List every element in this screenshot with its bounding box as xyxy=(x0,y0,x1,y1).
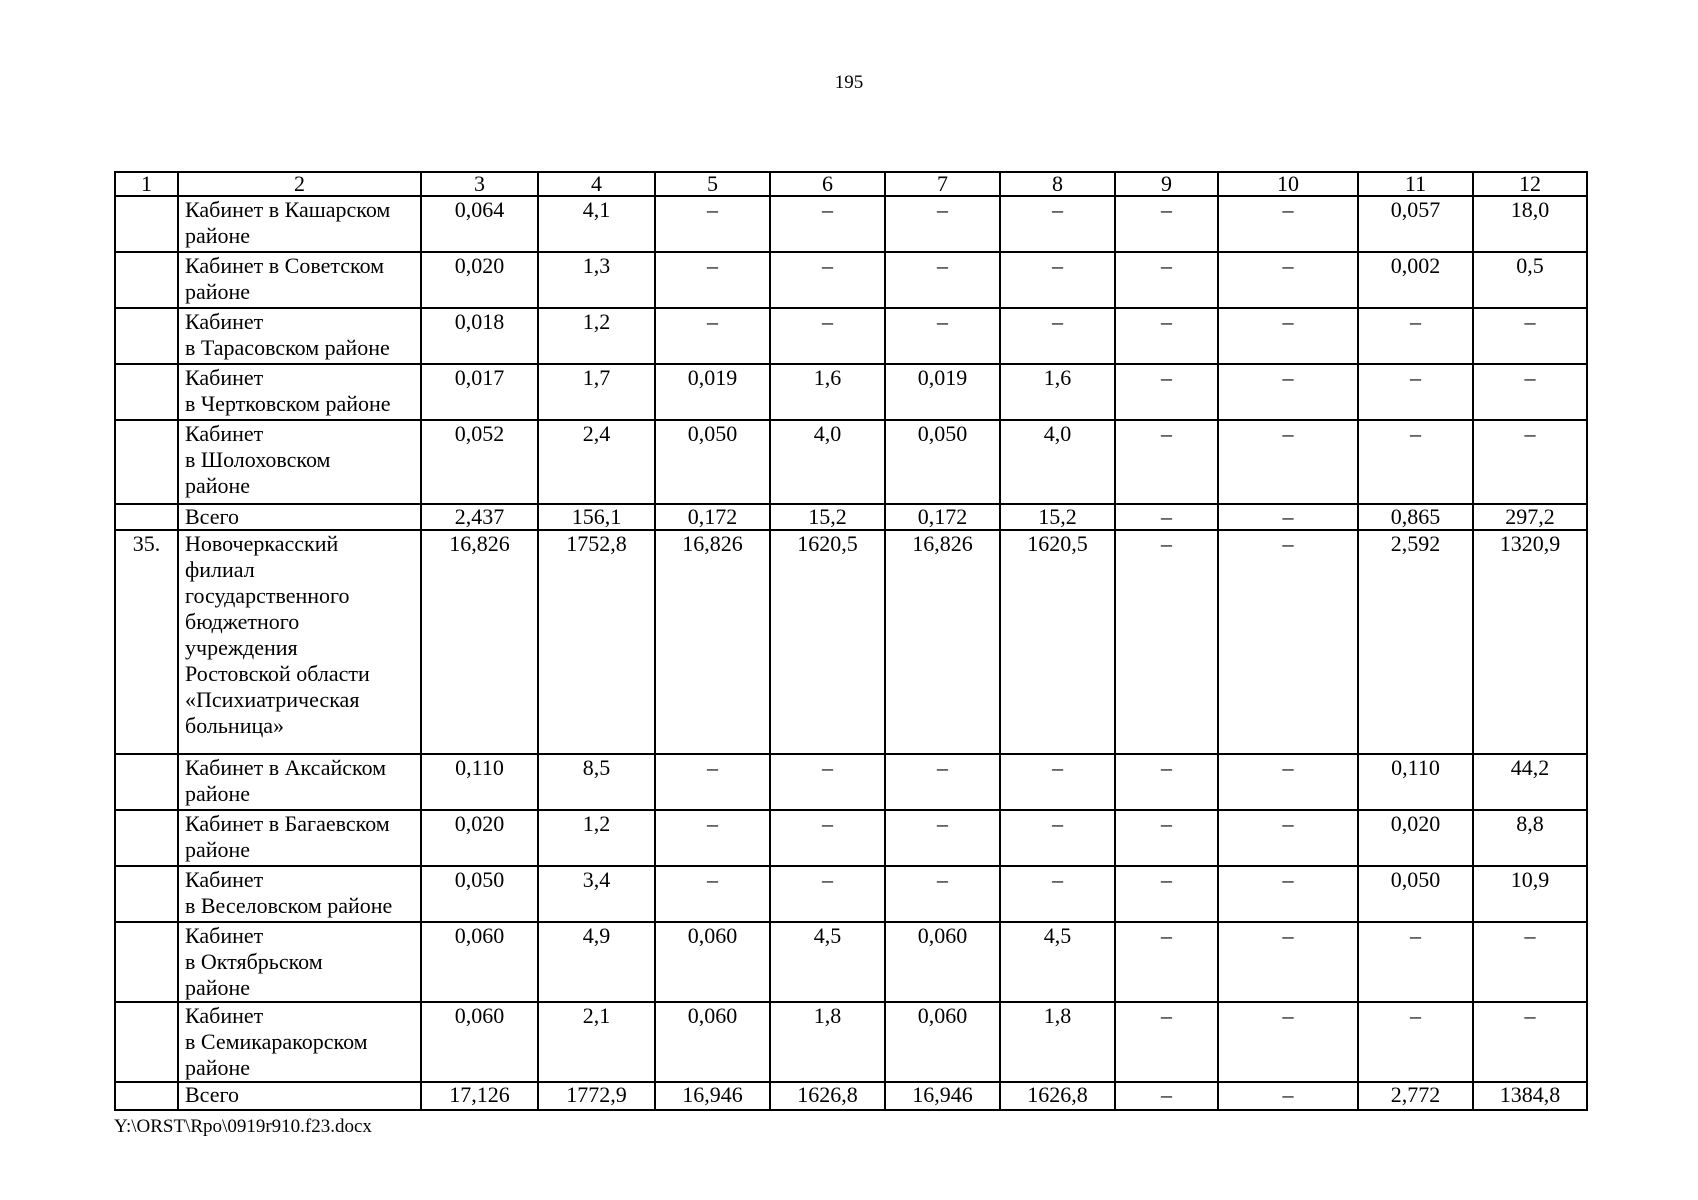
value-cell-col-10: – xyxy=(1218,308,1358,364)
value-cell-col-5: – xyxy=(655,810,770,866)
value-cell-col-12: 1384,8 xyxy=(1473,1082,1587,1110)
value-cell-col-6: – xyxy=(770,252,885,308)
header-cell: 6 xyxy=(770,172,885,196)
institution-name-cell xyxy=(178,252,421,308)
value-cell-col-4: 1772,9 xyxy=(538,1082,655,1110)
value-cell-col-6: – xyxy=(770,196,885,252)
value-cell-col-6: 1626,8 xyxy=(770,1082,885,1110)
value-cell-col-8: 1,6 xyxy=(1000,364,1115,420)
value-cell-col-3: 0,110 xyxy=(421,754,538,810)
table-header-row xyxy=(115,172,1587,196)
value-cell-col-12: 8,8 xyxy=(1473,810,1587,866)
value-cell-col-10: – xyxy=(1218,420,1358,504)
institution-name-cell xyxy=(178,866,421,922)
value-cell-col-9: – xyxy=(1115,530,1218,754)
value-cell-col-3: 16,826 xyxy=(421,530,538,754)
row-number-cell: 35. xyxy=(115,530,178,754)
value-cell-col-5: 0,050 xyxy=(655,420,770,504)
value-cell-col-10: – xyxy=(1218,866,1358,922)
value-cell-col-8: 4,5 xyxy=(1000,922,1115,1002)
data-table xyxy=(114,171,1588,1111)
value-cell-col-9: – xyxy=(1115,1082,1218,1110)
value-cell-col-4: 1,7 xyxy=(538,364,655,420)
value-cell-col-12: 44,2 xyxy=(1473,754,1587,810)
value-cell-col-7: 0,050 xyxy=(885,420,1000,504)
header-cell: 11 xyxy=(1358,172,1473,196)
institution-name-cell xyxy=(178,308,421,364)
institution-name-cell xyxy=(178,810,421,866)
value-cell-col-8: – xyxy=(1000,252,1115,308)
value-cell-col-6: – xyxy=(770,866,885,922)
table-row xyxy=(115,308,1587,364)
row-number-cell xyxy=(115,308,178,364)
name-line: Всего xyxy=(185,1082,239,1107)
row-number-cell xyxy=(115,196,178,252)
name-line: Кабинет в Багаевском xyxy=(185,811,390,836)
value-cell-col-9: – xyxy=(1115,810,1218,866)
table-row xyxy=(115,866,1587,922)
value-cell-col-4: 2,4 xyxy=(538,420,655,504)
value-cell-col-10: – xyxy=(1218,504,1358,530)
table-row xyxy=(115,754,1587,810)
page-number: 195 xyxy=(834,72,864,93)
name-line: Кабинет xyxy=(185,867,264,892)
institution-name-cell xyxy=(178,530,421,754)
value-cell-col-6: 1,8 xyxy=(770,1002,885,1082)
name-line: учреждения xyxy=(185,635,298,660)
value-cell-col-7: – xyxy=(885,196,1000,252)
value-cell-col-9: – xyxy=(1115,252,1218,308)
value-cell-col-12: 1320,9 xyxy=(1473,530,1587,754)
value-cell-col-9: – xyxy=(1115,1002,1218,1082)
value-cell-col-8: – xyxy=(1000,754,1115,810)
name-line: больница» xyxy=(185,713,284,738)
value-cell-col-9: – xyxy=(1115,196,1218,252)
table-row xyxy=(115,810,1587,866)
value-cell-col-7: 16,826 xyxy=(885,530,1000,754)
value-cell-col-12: – xyxy=(1473,364,1587,420)
header-cell: 9 xyxy=(1115,172,1218,196)
value-cell-col-3: 0,020 xyxy=(421,252,538,308)
name-line: Кабинет xyxy=(185,365,264,390)
value-cell-col-9: – xyxy=(1115,308,1218,364)
value-cell-col-5: 0,019 xyxy=(655,364,770,420)
value-cell-col-3: 0,018 xyxy=(421,308,538,364)
institution-name-cell xyxy=(178,364,421,420)
value-cell-col-6: – xyxy=(770,810,885,866)
value-cell-col-10: – xyxy=(1218,754,1358,810)
file-path: Y:\ORST\Rpo\0919r910.f23.docx xyxy=(114,1116,372,1137)
value-cell-col-12: 10,9 xyxy=(1473,866,1587,922)
value-cell-col-12: – xyxy=(1473,420,1587,504)
name-line: районе xyxy=(185,473,251,498)
total-row xyxy=(115,1082,1587,1110)
value-cell-col-10: – xyxy=(1218,530,1358,754)
name-line: в Семикаракорском xyxy=(185,1029,368,1054)
name-line: Кабинет в Аксайском xyxy=(185,755,387,780)
total-row xyxy=(115,504,1587,530)
value-cell-col-12: 0,5 xyxy=(1473,252,1587,308)
header-cell: 5 xyxy=(655,172,770,196)
value-cell-col-11: 0,002 xyxy=(1358,252,1473,308)
value-cell-col-11: – xyxy=(1358,364,1473,420)
header-cell: 12 xyxy=(1473,172,1587,196)
value-cell-col-9: – xyxy=(1115,754,1218,810)
value-cell-col-8: – xyxy=(1000,196,1115,252)
value-cell-col-10: – xyxy=(1218,1002,1358,1082)
name-line: бюджетного xyxy=(185,609,300,634)
value-cell-col-7: 16,946 xyxy=(885,1082,1000,1110)
value-cell-col-7: – xyxy=(885,754,1000,810)
value-cell-col-11: 0,865 xyxy=(1358,504,1473,530)
name-line: Кабинет xyxy=(185,309,264,334)
institution-name-cell xyxy=(178,420,421,504)
header-cell: 3 xyxy=(421,172,538,196)
name-line: районе xyxy=(185,975,251,1000)
value-cell-col-8: 1,8 xyxy=(1000,1002,1115,1082)
value-cell-col-3: 0,020 xyxy=(421,810,538,866)
name-line: в Тарасовском районе xyxy=(185,335,390,360)
institution-name-cell xyxy=(178,504,421,530)
value-cell-col-10: – xyxy=(1218,1082,1358,1110)
value-cell-col-8: – xyxy=(1000,810,1115,866)
value-cell-col-12: 18,0 xyxy=(1473,196,1587,252)
value-cell-col-3: 0,060 xyxy=(421,1002,538,1082)
name-line: районе xyxy=(185,781,251,806)
name-line: Кабинет xyxy=(185,421,264,446)
table-row xyxy=(115,364,1587,420)
value-cell-col-4: 1,2 xyxy=(538,810,655,866)
value-cell-col-9: – xyxy=(1115,420,1218,504)
value-cell-col-6: – xyxy=(770,754,885,810)
value-cell-col-7: – xyxy=(885,810,1000,866)
name-line: в Шолоховском xyxy=(185,447,331,472)
table-row xyxy=(115,1002,1587,1082)
row-number-cell xyxy=(115,252,178,308)
value-cell-col-5: 16,946 xyxy=(655,1082,770,1110)
name-line: государственного xyxy=(185,583,350,608)
value-cell-col-7: 0,019 xyxy=(885,364,1000,420)
value-cell-col-8: 1626,8 xyxy=(1000,1082,1115,1110)
value-cell-col-4: 8,5 xyxy=(538,754,655,810)
value-cell-col-11: – xyxy=(1358,308,1473,364)
row-number-cell xyxy=(115,504,178,530)
value-cell-col-8: – xyxy=(1000,308,1115,364)
header-cell: 1 xyxy=(115,172,178,196)
header-cell: 10 xyxy=(1218,172,1358,196)
row-number-cell xyxy=(115,420,178,504)
table-row xyxy=(115,420,1587,504)
value-cell-col-9: – xyxy=(1115,504,1218,530)
value-cell-col-4: 4,1 xyxy=(538,196,655,252)
value-cell-col-5: 16,826 xyxy=(655,530,770,754)
value-cell-col-3: 0,060 xyxy=(421,922,538,1002)
table-body xyxy=(115,172,1587,1110)
value-cell-col-6: – xyxy=(770,308,885,364)
name-line: районе xyxy=(185,223,251,248)
value-cell-col-12: – xyxy=(1473,308,1587,364)
value-cell-col-8: 4,0 xyxy=(1000,420,1115,504)
name-line: в Октябрьском xyxy=(185,949,323,974)
name-line: в Чертковском районе xyxy=(185,391,391,416)
name-line: Ростовской области xyxy=(185,661,370,686)
name-line: Кабинет в Советском xyxy=(185,253,385,278)
value-cell-col-10: – xyxy=(1218,252,1358,308)
value-cell-col-10: – xyxy=(1218,922,1358,1002)
value-cell-col-5: – xyxy=(655,308,770,364)
value-cell-col-5: – xyxy=(655,866,770,922)
value-cell-col-7: – xyxy=(885,252,1000,308)
header-cell: 8 xyxy=(1000,172,1115,196)
name-line: «Психиатрическая xyxy=(185,687,360,712)
value-cell-col-10: – xyxy=(1218,196,1358,252)
value-cell-col-11: 2,772 xyxy=(1358,1082,1473,1110)
value-cell-col-5: 0,172 xyxy=(655,504,770,530)
value-cell-col-11: 2,592 xyxy=(1358,530,1473,754)
value-cell-col-8: 15,2 xyxy=(1000,504,1115,530)
value-cell-col-4: 1,2 xyxy=(538,308,655,364)
row-number-cell xyxy=(115,810,178,866)
value-cell-col-11: 0,020 xyxy=(1358,810,1473,866)
table-row xyxy=(115,196,1587,252)
name-line: в Веселовском районе xyxy=(185,893,393,918)
value-cell-col-5: – xyxy=(655,196,770,252)
value-cell-col-6: 15,2 xyxy=(770,504,885,530)
value-cell-col-6: 4,5 xyxy=(770,922,885,1002)
name-line: Всего xyxy=(185,504,239,529)
value-cell-col-8: 1620,5 xyxy=(1000,530,1115,754)
value-cell-col-7: 0,060 xyxy=(885,922,1000,1002)
row-number-cell xyxy=(115,1002,178,1082)
value-cell-col-4: 4,9 xyxy=(538,922,655,1002)
header-cell: 4 xyxy=(538,172,655,196)
name-line: районе xyxy=(185,1055,251,1080)
value-cell-col-6: 1,6 xyxy=(770,364,885,420)
value-cell-col-7: – xyxy=(885,308,1000,364)
name-line: районе xyxy=(185,837,251,862)
value-cell-col-10: – xyxy=(1218,810,1358,866)
value-cell-col-4: 1752,8 xyxy=(538,530,655,754)
row-number-cell xyxy=(115,1082,178,1110)
value-cell-col-4: 156,1 xyxy=(538,504,655,530)
value-cell-col-5: 0,060 xyxy=(655,922,770,1002)
value-cell-col-9: – xyxy=(1115,866,1218,922)
value-cell-col-5: – xyxy=(655,754,770,810)
row-number-cell xyxy=(115,922,178,1002)
value-cell-col-12: 297,2 xyxy=(1473,504,1587,530)
institution-name-cell xyxy=(178,754,421,810)
name-line: Кабинет в Кашарском xyxy=(185,197,391,222)
value-cell-col-11: – xyxy=(1358,1002,1473,1082)
table-row xyxy=(115,252,1587,308)
value-cell-col-6: 1620,5 xyxy=(770,530,885,754)
row-number-cell xyxy=(115,364,178,420)
value-cell-col-10: – xyxy=(1218,364,1358,420)
value-cell-col-8: – xyxy=(1000,866,1115,922)
header-cell: 7 xyxy=(885,172,1000,196)
value-cell-col-3: 0,050 xyxy=(421,866,538,922)
name-line: Кабинет xyxy=(185,1003,264,1028)
value-cell-col-4: 1,3 xyxy=(538,252,655,308)
value-cell-col-11: – xyxy=(1358,922,1473,1002)
value-cell-col-3: 2,437 xyxy=(421,504,538,530)
value-cell-col-11: – xyxy=(1358,420,1473,504)
value-cell-col-12: – xyxy=(1473,922,1587,1002)
value-cell-col-7: – xyxy=(885,866,1000,922)
table-row xyxy=(115,922,1587,1002)
institution-name-cell xyxy=(178,1002,421,1082)
value-cell-col-9: – xyxy=(1115,922,1218,1002)
table-row xyxy=(115,530,1587,754)
value-cell-col-3: 0,052 xyxy=(421,420,538,504)
value-cell-col-6: 4,0 xyxy=(770,420,885,504)
value-cell-col-9: – xyxy=(1115,364,1218,420)
value-cell-col-11: 0,057 xyxy=(1358,196,1473,252)
row-number-cell xyxy=(115,754,178,810)
value-cell-col-3: 17,126 xyxy=(421,1082,538,1110)
value-cell-col-12: – xyxy=(1473,1002,1587,1082)
name-line: филиал xyxy=(185,557,255,582)
name-line: Кабинет xyxy=(185,923,264,948)
value-cell-col-11: 0,050 xyxy=(1358,866,1473,922)
value-cell-col-7: 0,060 xyxy=(885,1002,1000,1082)
value-cell-col-4: 2,1 xyxy=(538,1002,655,1082)
institution-name-cell xyxy=(178,922,421,1002)
value-cell-col-5: – xyxy=(655,252,770,308)
institution-name-cell xyxy=(178,1082,421,1110)
row-number-cell xyxy=(115,866,178,922)
value-cell-col-4: 3,4 xyxy=(538,866,655,922)
institution-name-cell xyxy=(178,196,421,252)
value-cell-col-3: 0,017 xyxy=(421,364,538,420)
name-line: Новочеркасский xyxy=(185,531,339,556)
value-cell-col-7: 0,172 xyxy=(885,504,1000,530)
value-cell-col-3: 0,064 xyxy=(421,196,538,252)
name-line: районе xyxy=(185,279,251,304)
value-cell-col-5: 0,060 xyxy=(655,1002,770,1082)
value-cell-col-11: 0,110 xyxy=(1358,754,1473,810)
header-cell: 2 xyxy=(178,172,421,196)
